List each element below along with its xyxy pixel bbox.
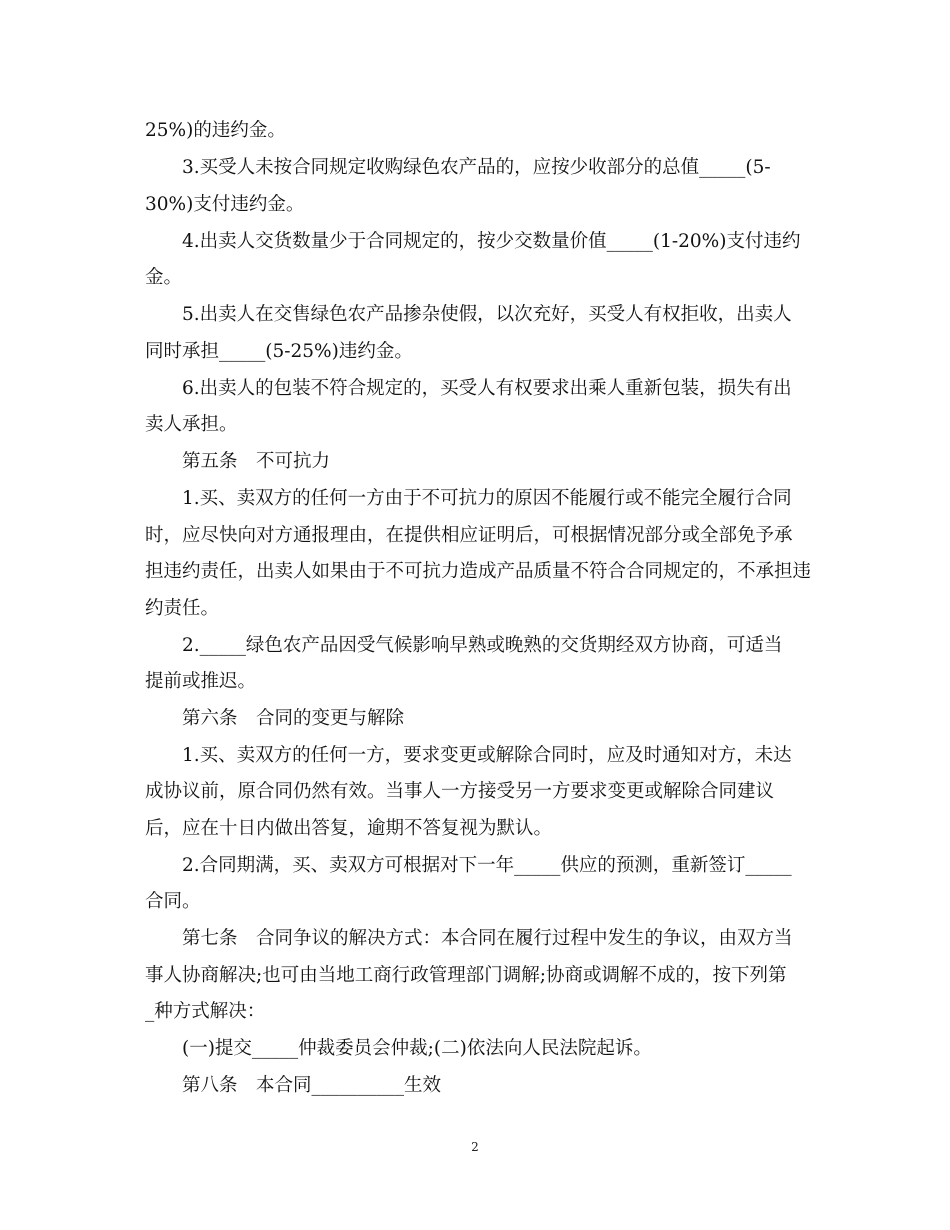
text-line: 6.出卖人的包装不符合规定的，买受人有权要求出乘人重新包装，损失有出 — [182, 378, 792, 399]
section-heading: 第五条 不可抗力 — [182, 451, 331, 472]
text-line: 3.买受人未按合同规定收购绿色农产品的，应按少收部分的总值_____(5- — [182, 157, 771, 178]
text-line: 25%)的违约金。 — [145, 120, 286, 141]
text-line: 成协议前，原合同仍然有效。当事人一方接受另一方要求变更或解除合同建议 — [145, 781, 775, 802]
text-line: 4.出卖人交货数量少于合同规定的，按少交数量价值_____(1-20%)支付违约 — [182, 231, 801, 252]
text-line: 时，应尽快向对方通报理由，在提供相应证明后，可根据情况部分或全部免予承 — [145, 525, 793, 546]
section-heading: 第七条 合同争议的解决方式：本合同在履行过程中发生的争议，由双方当 — [182, 928, 793, 949]
text-line: 2._____绿色农产品因受气候影响早熟或晚熟的交货期经双方协商，可适当 — [182, 635, 783, 656]
text-line: 担违约责任，出卖人如果由于不可抗力造成产品质量不符合合同规定的，不承担违 — [145, 561, 812, 582]
text-line: 合同。 — [145, 891, 201, 912]
text-line: 5.出卖人在交售绿色农产品掺杂使假，以次充好，买受人有权拒收，出卖人 — [182, 304, 792, 325]
text-line: 约责任。 — [145, 598, 220, 619]
section-heading: 第八条 本合同__________生效 — [182, 1075, 442, 1096]
text-line: (一)提交_____仲裁委员会仲裁;(二)依法向人民法院起诉。 — [182, 1038, 652, 1059]
text-line: 2.合同期满，买、卖双方可根据对下一年_____供应的预测，重新签订_____ — [182, 855, 792, 876]
text-line: 1.买、卖双方的任何一方由于不可抗力的原因不能履行或不能完全履行合同 — [182, 488, 792, 509]
text-line: 后，应在十日内做出答复，逾期不答复视为默认。 — [145, 818, 553, 839]
text-line: _种方式解决： — [145, 1001, 266, 1022]
text-line: 30%)支付违约金。 — [145, 194, 305, 215]
text-line: 提前或推迟。 — [145, 671, 257, 692]
text-line: 1.买、卖双方的任何一方，要求变更或解除合同时，应及时通知对方，未达 — [182, 745, 792, 766]
text-line: 金。 — [145, 267, 183, 288]
section-heading: 第六条 合同的变更与解除 — [182, 708, 405, 729]
page-number: 2 — [471, 1140, 479, 1154]
text-line: 事人协商解决;也可由当地工商行政管理部门调解;协商或调解不成的，按下列第 — [145, 965, 787, 986]
text-line: 同时承担_____(5-25%)违约金。 — [145, 341, 413, 362]
text-line: 卖人承担。 — [145, 414, 238, 435]
